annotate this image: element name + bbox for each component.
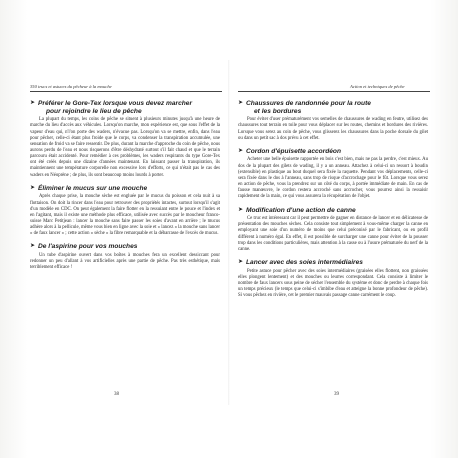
section-mucus — [30, 185, 220, 238]
heading-line: Modification d'une action de canne — [246, 206, 356, 214]
section-canne — [238, 207, 428, 254]
section-body: Pour éviter d'user prématurément vos semelles de chaussures de wading en feutre, utilisez des chaussures tout terrain en toile pour vous déplacer sur les routes, chemins et bordures des rivières. Lorsque vous serez au coin de pêche, vous glisserez les chaussures dans la poche dorsale du gilet ou dans un petit sac à dos prévu à cet effet. — [238, 117, 428, 141]
header-rule-left — [30, 91, 222, 92]
section-body: Après chaque prise, la mouche sèche est engluée par le mucus du poisson et cela nuit à sa flottaison. On doit la rincer dans l'eau pour retrouver des propriétés intactes, surtout lorsqu'il s'agit d'un modèle en CDC. On peut également la faire flotter en la ressuiant entre le pouce et l'index et en l'agitant, mais il existe une méthode plus efficace, utilisée avec succès par le moucheur franco-suisse Marc Petitjean : lancer la mouche sans faire passer les soies d'avant en arrière ; le mucus adhère alors à la pellicule, même vous bien en ligne avec la soie et « lancez » la mouche sans lancer « de faux lancer » ; cette action « sèche » la fibre remarquable et la débarrasse de l'excès de mucus. — [30, 194, 220, 237]
running-head-right: Action et techniques de pêche — [350, 84, 405, 89]
section-heading — [30, 185, 220, 193]
section-body: Petite astuce pour pêcher avec des soies intermédiaires (graisées elles flottent, non graissées elles plongent lentement) et des mouches ou leurres correspondant. Cela consiste à limiter le nombre de faux lancers sous peine de sécher l'ensemble du système et donc de perdre à chaque fois un temps précieux (le temps que celui-ci s'imbibe d'eau et atteigne la bonne profondeur de pêche). Si vous pêchez en rivière, cet le premier mauvais passage canne carrément le coup. — [238, 268, 428, 299]
arrow-bullet-icon: ➤ — [238, 147, 244, 154]
heading-line: Éliminer le mucus sur une mouche — [38, 184, 148, 192]
section-heading — [238, 100, 428, 115]
section-heading — [238, 259, 428, 267]
section-chaussures — [238, 100, 428, 142]
section-heading — [238, 207, 428, 215]
arrow-bullet-icon: ➤ — [238, 259, 244, 266]
heading-line: Chaussures de randonnée pour la route — [246, 100, 371, 107]
arrow-bullet-icon: ➤ — [30, 100, 36, 106]
section-body: La plupart du temps, les coins de pêche se situent à plusieurs minutes jusqu'à une heure de marche du lieu d'accès aux véhicules. Lorsqu'on marche, mon expérience est, que sous l'effet de la vapeur d'eau qui, n'l'on porte des waders, n'évacue pas. Lorsqu'on va se mettre, enfin, dans l'eau pour pêcher, celle-ci étant plus froide que le corps, va condenser la transpiration accumulée, une sensation de froid va se faire ressentir. De plus, durant la marche d'approche du coin de pêche, nous aurons perdu de l'eau et nous risquerons d'être déshydraté surtout s'il fait chaud et que le terrain parcouru était accidenté. Pour remédier à ces problèmes, les waders respirants du type Gore-Tex ont été créés depuis une dizaine d'années maintenant. En laissant passer la transpiration, ils maintiennent une température corporelle non excessive lors d'efforts, ce qui n'était pas le cas des waders en Néoprène ; de plus, ils sont beaucoup moins lourds à porter. — [30, 117, 220, 178]
left-page-column — [30, 100, 220, 278]
page-number-left: 38 — [114, 392, 119, 397]
heading-line: De l'aspirine pour vos mouches — [38, 243, 138, 251]
page-number-right: 39 — [334, 392, 339, 397]
heading-line: Préférer le Gore-Tex lorsque vous devez marcher — [38, 100, 193, 107]
arrow-bullet-icon: ➤ — [238, 100, 244, 106]
section-soies — [238, 259, 428, 299]
running-head-left: 350 trucs et astuces du pêcheur à la mouche — [30, 84, 112, 89]
section-aspirine — [30, 243, 220, 271]
section-body: Ce truc est intéressant car il peut permettre de gagner en distance de lancer et en délicatesse de présentation des mouches sèches. Cela consiste tout simplement à vous-même charger la canne en employant une soie d'un numéro de moins que celui préconisé par le fabricant, ou en profil différent à numéro égal. En effet, il est possible de surcharger une canne pour éviter de la pousser trop dans les conditions particulières, mais attention à la casse ou à l'usure prématurée du nerf de la canne. — [238, 216, 428, 252]
heading-line: Lancer avec des soies intermédiaires — [246, 259, 363, 267]
arrow-bullet-icon: ➤ — [30, 243, 36, 250]
section-cordon — [238, 148, 428, 201]
section-body: Acheter une belle épuisette rapportée en bois c'est bien, mais ne pas la perdre, c'est mieux. Au dos de la plupart des gilets de wading, il y a un anneau. Attachez à celui-ci un ressort à boudin (extensible) en plastique au bout duquel sera fixée la raquette. Pendant vos déplacements, celle-ci sera fixée dans le dos à l'anneau, sans trop de risque d'accrochage pour le fût. Lorsque vous serez en action de pêche, vous la prendrez sur un côté du corps, à portée immédiate de main. En cas de fausse manœuvre, le cordon restera accroché sans accrocher, vous pourrez ainsi la ressaisir rapidement de la main, ce qui vous assurera la récupération de l'objet. — [238, 157, 428, 200]
section-body: Un tube d'aspirine ouvert dans vos boîtes à mouches fera un excellent dessiccant pour redonner un peu d'allant à vos artificielles après une partie de pêche. Pas très esthétique, mais terriblement efficace ! — [30, 253, 220, 271]
right-page-column — [238, 100, 428, 305]
arrow-bullet-icon: ➤ — [30, 184, 36, 191]
heading-line: pour rejoindre le lieu de pêche — [46, 107, 142, 115]
section-heading — [238, 148, 428, 156]
arrow-bullet-icon: ➤ — [238, 206, 244, 213]
header-rule-right — [238, 91, 430, 92]
section-gore-tex — [30, 100, 220, 179]
heading-line: Cordon d'épuisette accordéon — [246, 147, 341, 155]
section-heading — [30, 243, 220, 251]
section-heading — [30, 100, 220, 115]
book-gutter — [228, 60, 230, 405]
heading-line: et les bordures — [254, 107, 302, 115]
